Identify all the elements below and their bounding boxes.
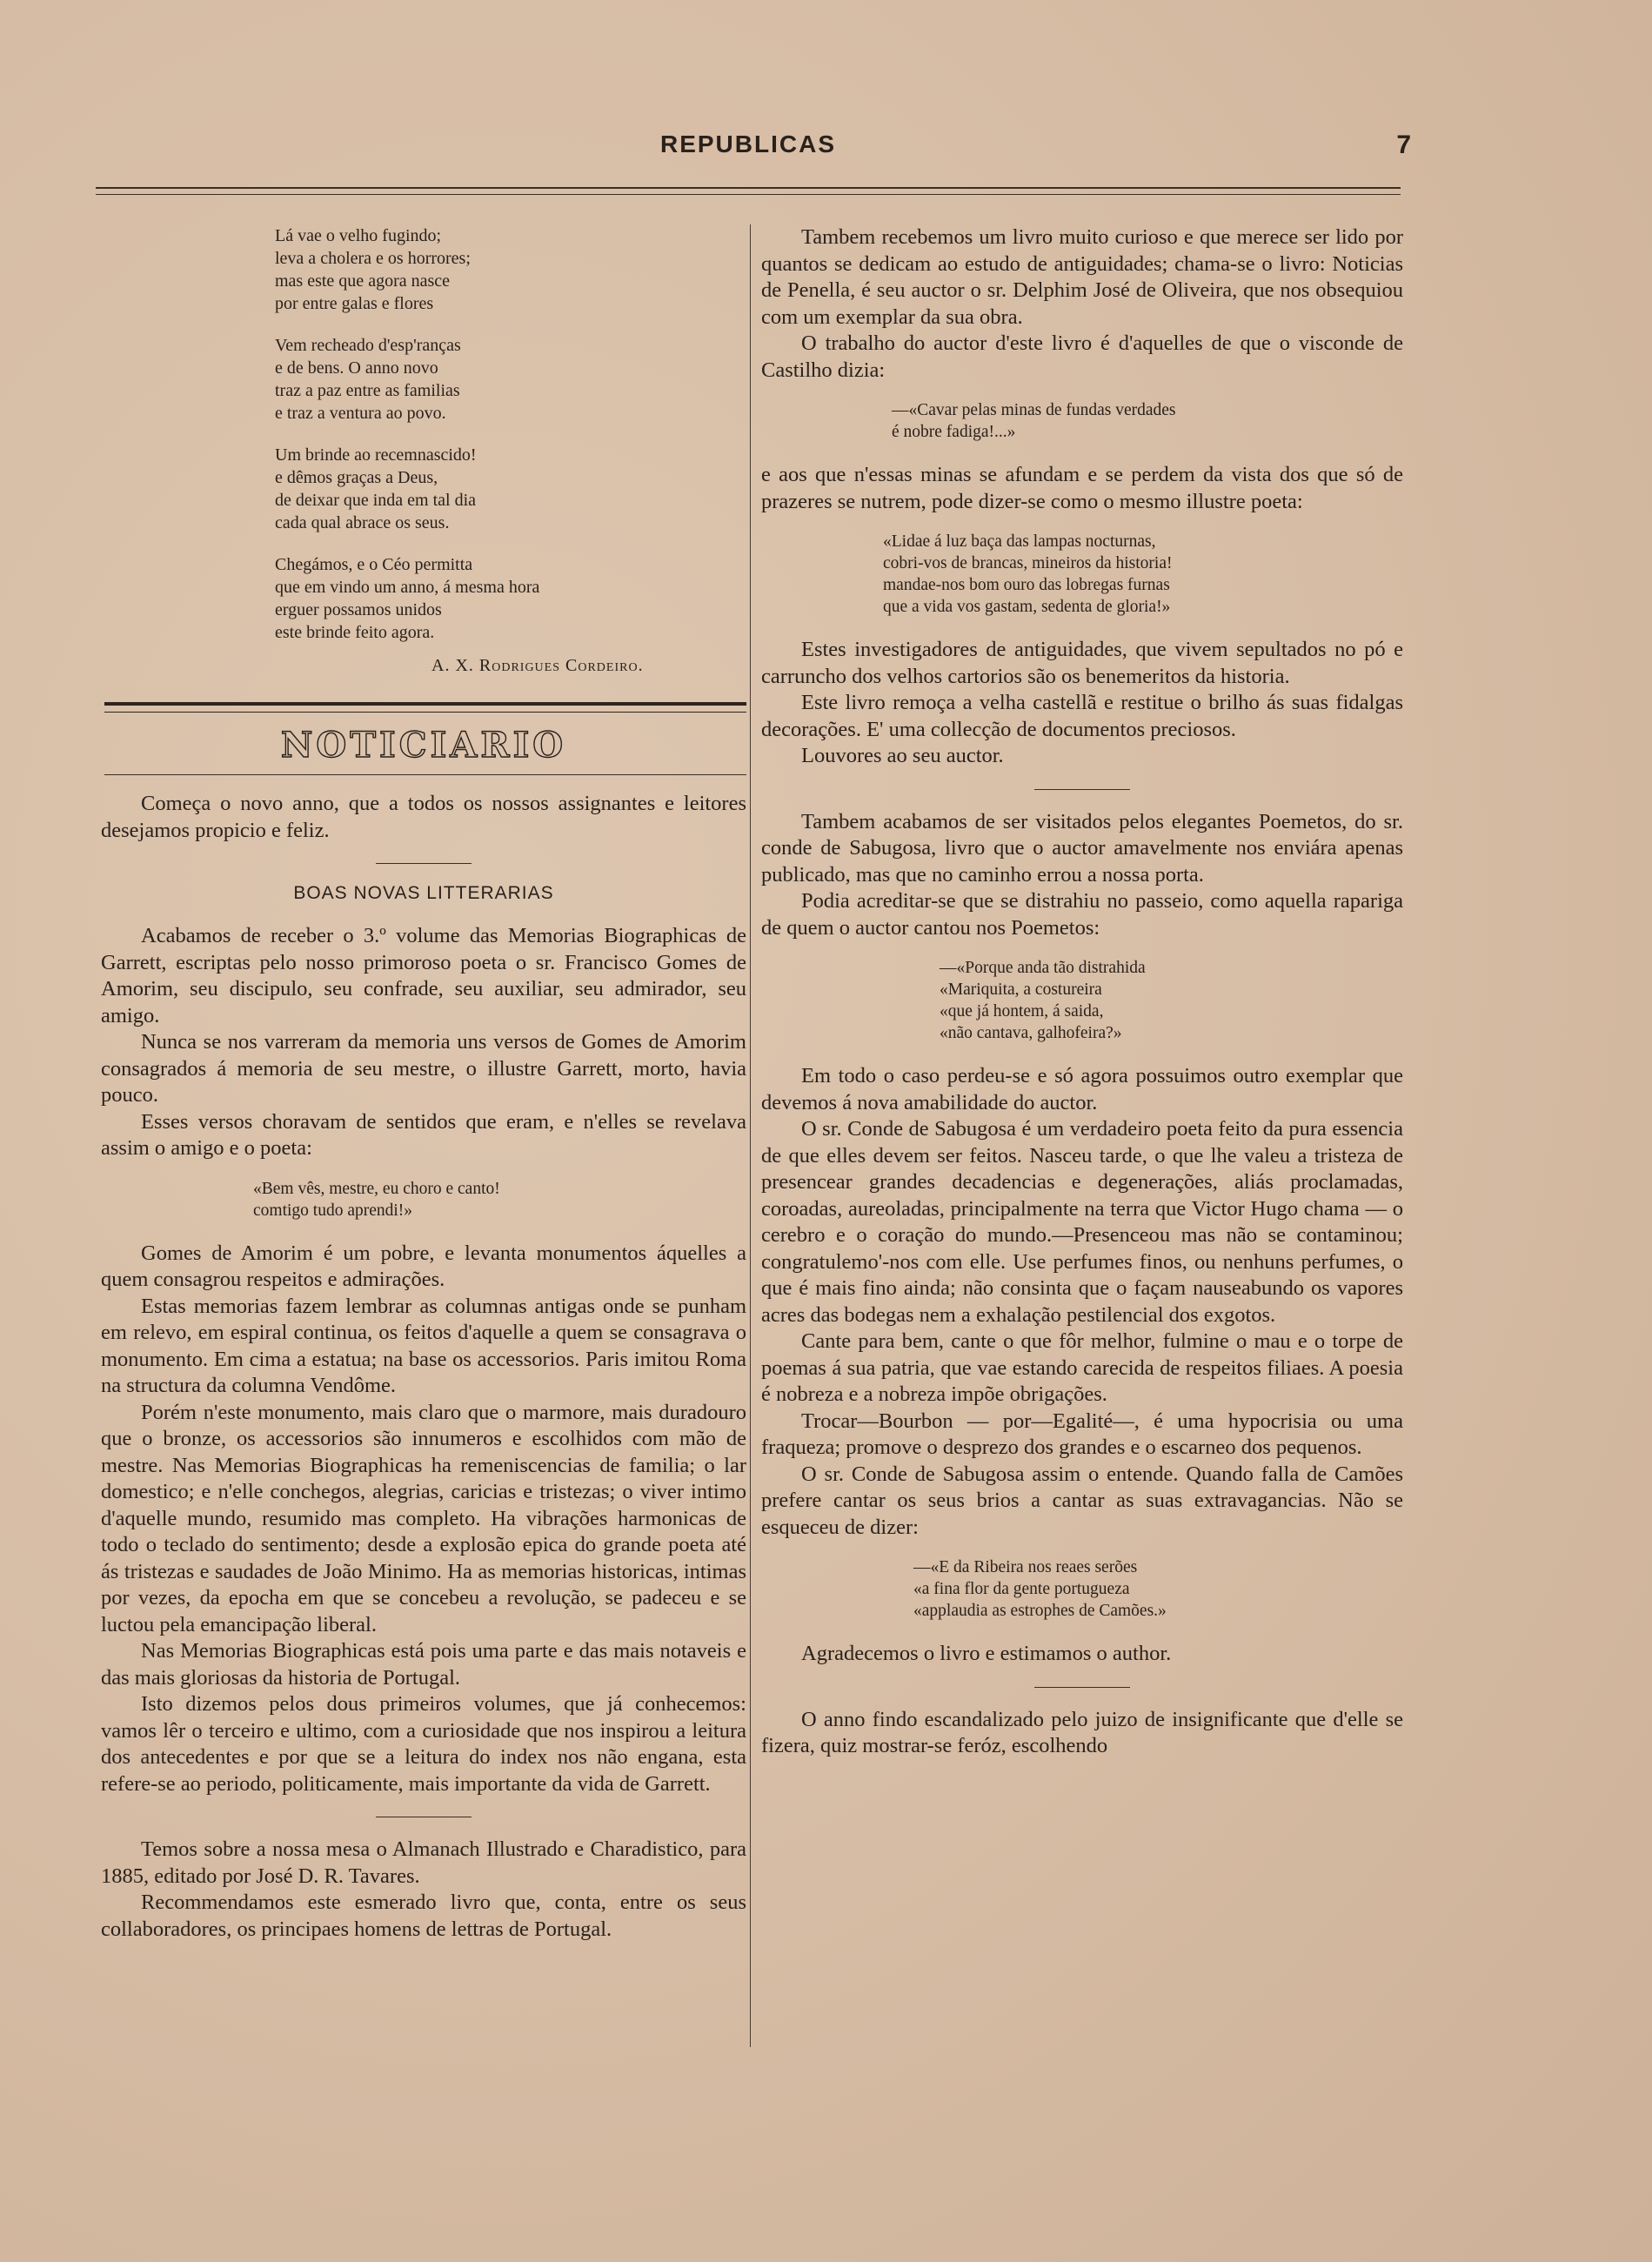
poem-stanza [275,224,746,315]
paragraph: O anno findo escandalizado pelo juizo de insignificante que d'elle se fizera, quiz mostrar-se feróz, escolhendo [761,1707,1403,1757]
quote-line: «a fina flor da gente portugueza [913,1580,1130,1598]
quote-line: —«Porque anda tão distrahida [940,959,1146,977]
paragraph: Temos sobre a nossa mesa o Almanach Illustrado e Charadistico, para 1885, editado por José D. R. Tavares. [101,1837,746,1888]
section-rule-bottom [104,774,746,775]
quote [892,399,1403,443]
paragraph: Tambem recebemos um livro muito curioso e que merece ser lido por quantos se dedicam ao estudo de antiguidades; chama-se o livro: Noticias de Penella, é seu auctor o sr. Delphim José de Oliveira, que nos obsequiou com um exemplar da sua obra. [761,225,1403,329]
quote-line: «Bem vês, mestre, eu choro e canto! [253,1179,500,1198]
quote-line: comtigo tudo aprendi!» [253,1201,413,1220]
intro-paragraph: Começa o novo anno, que a todos os nossos assignantes e leitores desejamos propicio e feliz. [101,792,746,842]
paragraph: Cante para bem, cante o que fôr melhor, fulmine o mau e o torpe de poemas á sua patria, que vae estando carecida de respeitos filiaes. A poesia é nobreza e a nobreza impõe obrigações. [761,1329,1403,1406]
quote [940,957,1403,1044]
paragraph: Trocar—Bourbon — por—Egalité—, é uma hypocrisia ou uma fraqueza; promove o desprezo dos grandes e o escarneo dos pequenos. [761,1409,1403,1459]
quote-line: que a vida vos gastam, sedenta de gloria!» [883,598,1171,616]
poem-line: Um brinde ao recemnascido! [275,445,477,465]
paragraph: O trabalho do auctor d'este livro é d'aquelles de que o visconde de Castilho dizia: [761,331,1403,382]
poem-line: Lá vae o velho fugindo; [275,226,442,245]
separator [1034,789,1130,790]
poem-line: Vem recheado d'esp'ranças [275,336,461,355]
quote-line: —«E da Ribeira nos reaes serões [913,1558,1138,1576]
poem-stanza [275,553,746,644]
poem-line: e de bens. O anno novo [275,358,438,378]
paragraph: Acabamos de receber o 3.º volume das Memorias Biographicas de Garrett, escriptas pelo nosso primoroso poeta o sr. Francisco Gomes de Amorim, seu discipulo, seu confrade, seu auxiliar, seu admirador, seu amigo. [101,924,746,1027]
paragraph: Louvores ao seu auctor. [801,744,1004,767]
quote-line: cobri-vos de brancas, mineiros da historia! [883,554,1173,572]
paragraph: O sr. Conde de Sabugosa é um verdadeiro poeta feito da pura essencia de que elles devem ser feitos. Nasceu tarde, o que lhe valeu a tristeza de presencear grandes decadencias e degenerações, aliás proclamadas, coroadas, aureoladas, principalmente na terra que Victor Hugo chama — o cerebro e o coração do mundo.—Presenceou mas não se contaminou; congratulemo'-nos com elle. Use perfumes finos, ou nenhuns perfumes, o que é mais fino ainda; não consinta que o façam nauseabundo os vapores acres das bodegas nem a exhalação pestilencial dos exgotos. [761,1117,1403,1327]
poem-line: que em vindo um anno, á mesma hora [275,578,540,597]
quote-line: mandae-nos bom ouro das lobregas furnas [883,576,1170,594]
page-header [96,130,1411,165]
poem-line: e dêmos graças a Deus, [275,468,438,487]
column-divider [750,224,751,2047]
paragraph: Estas memorias fazem lembrar as columnas antigas onde se punham em relevo, em espiral continua, os feitos d'aquelle a quem se consagrava o monumento. Em cima a estatua; na base os accessorios. Paris imitou Roma na structura da columna Vendôme. [101,1294,746,1397]
paragraph: Porém n'este monumento, mais claro que o marmore, mais duradouro que o bronze, os accessorios são innumeros e escolhidos com mão de mestre. Nas Memorias Biographicas ha remeniscencias de familia; o lar domestico; e n'elle conchegos, alegrias, caricias e tristezas; o viver intimo d'aquelle mundo, resumido mas completo. Ha vibrações harmonicas de todo o teclado do sentimento; desde a explosão epica do grande poeta até ás tristezas e saudades de João Minimo. Ha as memorias historicas, intimas por vezes, da epocha em que se concebeu a revolução, se padeceu e se luctou pela emancipação liberal. [101,1400,746,1636]
left-column [101,224,746,1943]
section-title: NOTICIARIO [280,725,567,766]
quote-line: —«Cavar pelas minas de fundas verdades [892,401,1176,419]
quote-line: «Mariquita, a costureira [940,980,1102,999]
poem-line: por entre galas e flores [275,294,434,313]
poem-line: e traz a ventura ao povo. [275,404,446,423]
paragraph: Esses versos choravam de sentidos que eram, e n'elles se revelava assim o amigo e o poeta: [101,1109,746,1160]
paragraph: Recommendamos este esmerado livro que, conta, entre os seus collaboradores, os principaes homens de lettras de Portugal. [101,1891,746,1941]
poem-line: erguer possamos unidos [275,600,442,619]
paragraph: Este livro remoça a velha castellã e restitue o brilho ás suas fidalgas decorações. E' uma collecção de documentos preciosos. [761,691,1403,741]
right-column [761,224,1403,1760]
poem-signature: A. X. Rodrigues Cordeiro. [431,656,644,675]
quote-line: «não cantava, galhofeira?» [940,1024,1122,1042]
poem-stanza [275,444,746,534]
separator [1034,1687,1130,1688]
quote-line: é nobre fadiga!...» [892,423,1016,441]
quote-line: «Lidae á luz baça das lampas nocturnas, [883,532,1156,551]
subheading: BOAS NOVAS LITTERARIAS [293,883,554,903]
quote-line: «que já hontem, á saida, [940,1002,1104,1021]
paragraph: Nas Memorias Biographicas está pois uma parte e das mais notaveis e das mais gloriosas da historia de Portugal. [101,1639,746,1690]
poem-line: mas este que agora nasce [275,271,451,291]
quote [913,1556,1403,1622]
section-rule-top [104,702,746,713]
poem-line: traz a paz entre as familias [275,381,460,400]
paragraph: Podia acreditar-se que se distrahiu no passeio, como aquella rapariga de quem o auctor cantou nos Poemetos: [761,889,1403,940]
quote-line: «applaudia as estrophes de Camões.» [913,1602,1167,1620]
paragraph: Estes investigadores de antiguidades, que vivem sepultados no pó e carruncho dos velhos cartorios são os benemeritos da historia. [761,638,1403,688]
paragraph: Nunca se nos varreram da memoria uns versos de Gomes de Amorim consagrados á memoria de seu mestre, o illustre Garrett, morto, havia pouco. [101,1030,746,1107]
paragraph: e aos que n'essas minas se afundam e se perdem da vista dos que só de prazeres se nutrem, pode dizer-se como o mesmo illustre poeta: [761,463,1403,513]
separator [376,863,472,864]
poem-stanza [275,334,746,425]
poem-line: Chegámos, e o Céo permitta [275,555,473,574]
page-number: 7 [1396,130,1411,159]
paragraph: Em todo o caso perdeu-se e só agora possuimos outro exemplar que devemos á nova amabilidade do auctor. [761,1064,1403,1114]
poem-line: de deixar que inda em tal dia [275,491,477,510]
poem-line: leva a cholera e os horrores; [275,249,471,268]
header-title: REPUBLICAS [659,130,836,157]
paragraph: Gomes de Amorim é um pobre, e levanta monumentos áquelles a quem consagrou respeitos e admirações. [101,1241,746,1291]
paragraph: Agradecemos o livro e estimamos o author. [801,1642,1172,1665]
poem-line: cada qual abrace os seus. [275,513,450,532]
paragraph: Tambem acabamos de ser visitados pelos elegantes Poemetos, do sr. conde de Sabugosa, livro que o auctor amavelmente nos enviára apenas publicado, mas que no caminho errou a nossa porta. [761,809,1403,887]
header-rule [96,187,1401,195]
quote [883,531,1403,618]
poem-line: este brinde feito agora. [275,623,435,642]
paragraph: Isto dizemos pelos dous primeiros volumes, que já conhecemos: vamos lêr o terceiro e ultimo, com a curiosidade que nos inspirou a leitura dos antecedentes e por que se a leitura do index nos não engana, esta refere-se ao periodo, politicamente, mais importante da vida de Garrett. [101,1692,746,1796]
quote [253,1178,746,1221]
poem [275,224,746,644]
paragraph: O sr. Conde de Sabugosa assim o entende. Quando falla de Camões prefere cantar os seus brios a cantar as suas extravagancias. Não se esqueceu de dizer: [761,1462,1403,1539]
